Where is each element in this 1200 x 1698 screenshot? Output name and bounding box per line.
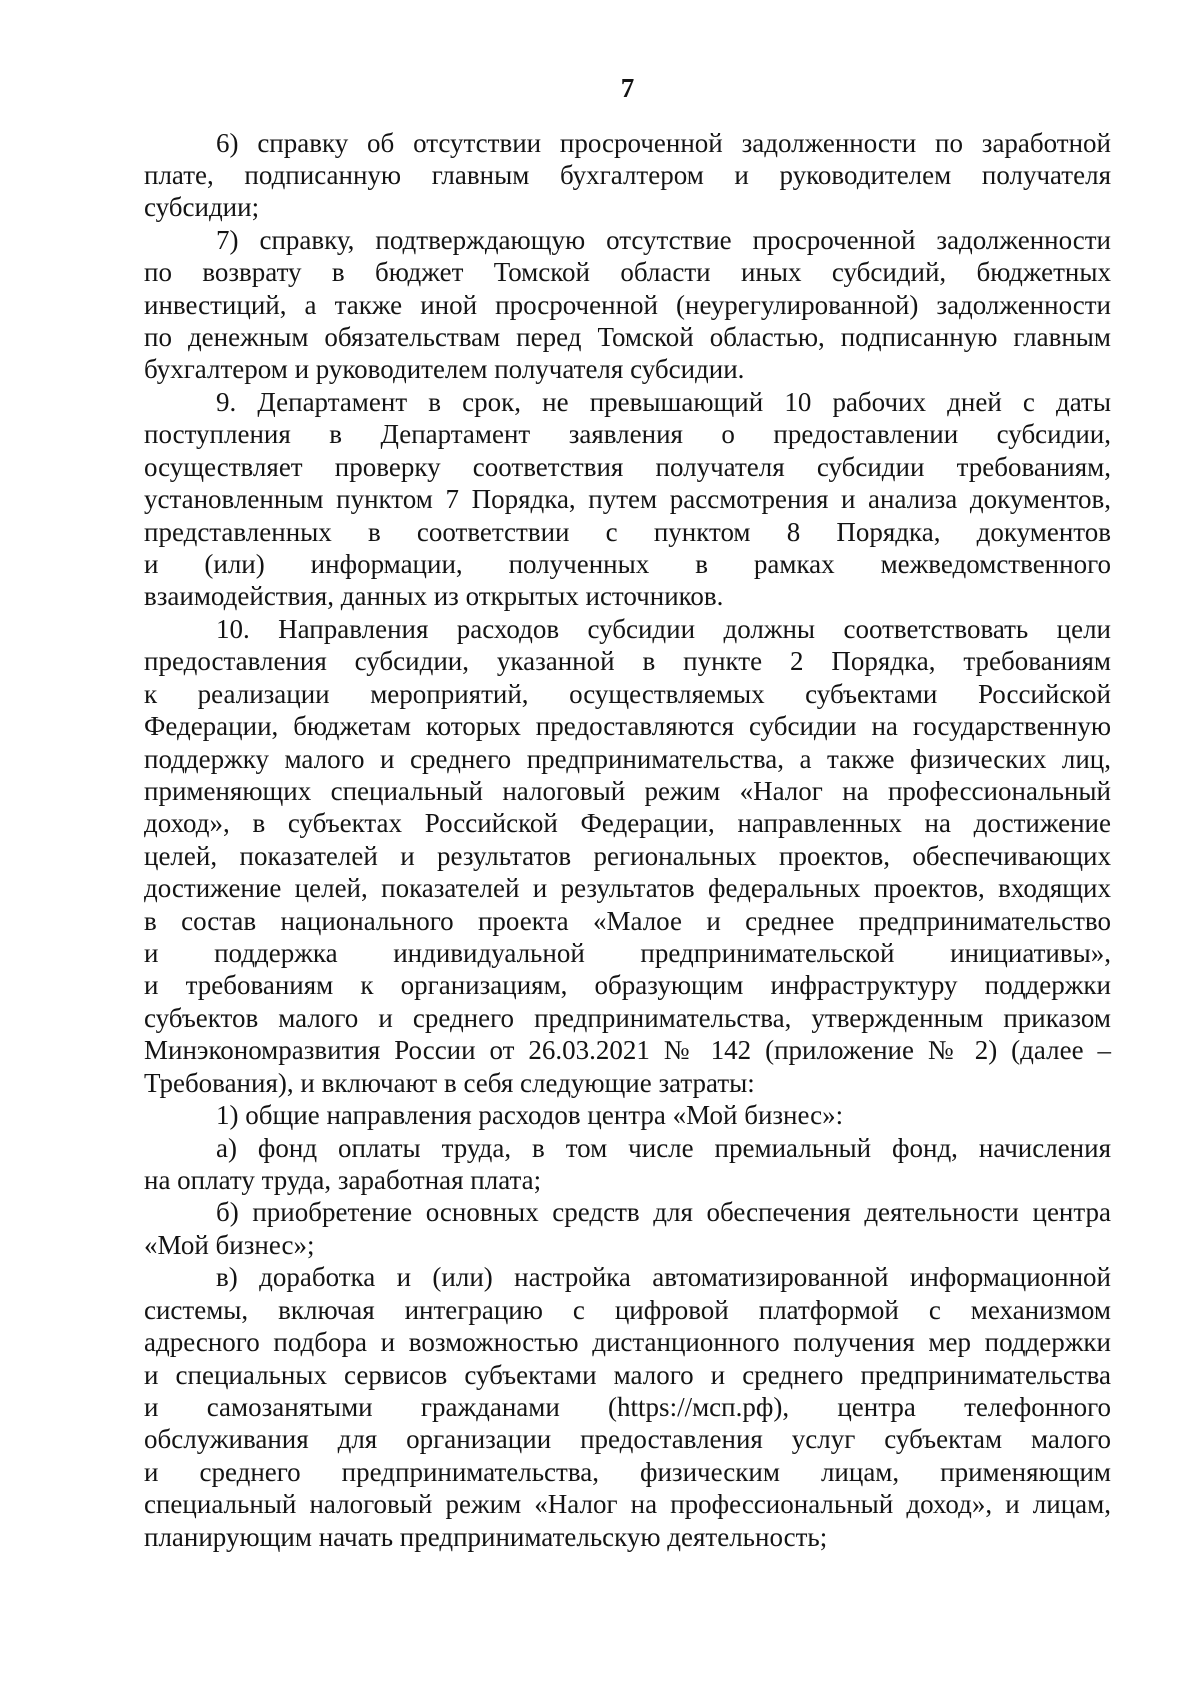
text-line: взаимодействия, данных из открытых источников.	[144, 581, 724, 612]
text-line: достижение целей, показателей и результатов федеральных проектов, входящих	[144, 873, 1111, 904]
text-line: 6) справку об отсутствии просроченной задолженности по заработной	[216, 127, 1111, 158]
page-number: 7	[620, 73, 635, 103]
text-line: и поддержка индивидуальной предпринимательской инициативы»,	[144, 938, 1111, 969]
paragraph-item-7	[144, 224, 1111, 386]
paragraph-section-10	[144, 613, 1111, 1099]
text-line: «Мой бизнес»;	[144, 1229, 315, 1260]
text-line: целей, показателей и результатов региональных проектов, обеспечивающих	[144, 840, 1111, 871]
paragraph-subitem-a	[144, 1132, 1111, 1197]
text-line: обслуживания для организации предоставления услуг субъектам малого	[144, 1424, 1111, 1455]
paragraph-subitem-1	[144, 1099, 1111, 1131]
text-line: поступления в Департамент заявления о предоставлении субсидии,	[144, 419, 1111, 450]
text-line: применяющих специальный налоговый режим «Налог на профессиональный	[144, 775, 1111, 806]
text-line: специальный налоговый режим «Налог на профессиональный доход», и лицам,	[144, 1489, 1111, 1520]
text-line: и требованиям к организациям, образующим инфраструктуру поддержки	[144, 970, 1111, 1001]
text-line: представленных в соответствии с пунктом 8 Порядка, документов	[144, 516, 1111, 547]
paragraph-subitem-v	[144, 1261, 1111, 1553]
text-line: и самозанятыми гражданами (https://мсп.рф), центра телефонного	[144, 1391, 1111, 1422]
text-line: к реализации мероприятий, осуществляемых субъектами Российской	[144, 678, 1111, 709]
text-line: 10. Направления расходов субсидии должны соответствовать цели	[216, 613, 1111, 644]
text-line: плате, подписанную главным бухгалтером и руководителем получателя	[144, 159, 1111, 190]
text-line: по возврату в бюджет Томской области иных субсидий, бюджетных	[144, 257, 1111, 288]
text-line: Федерации, бюджетам которых предоставляются субсидии на государственную	[144, 711, 1111, 742]
text-line: и (или) информации, полученных в рамках межведомственного	[144, 548, 1111, 579]
text-line: и специальных сервисов субъектами малого и среднего предпринимательства	[144, 1359, 1111, 1390]
text-line: предоставления субсидии, указанной в пункте 2 Порядка, требованиям	[144, 646, 1111, 677]
text-line: на оплату труда, заработная плата;	[144, 1165, 542, 1195]
text-line: и среднего предпринимательства, физическим лицам, применяющим	[144, 1456, 1111, 1487]
text-line: планирующим начать предпринимательскую деятельность;	[144, 1521, 828, 1552]
text-line: по денежным обязательствам перед Томской областью, подписанную главным	[144, 322, 1111, 353]
text-line: инвестиций, а также иной просроченной (неурегулированной) задолженности	[144, 289, 1111, 320]
text-line: 1) общие направления расходов центра «Мой бизнес»:	[216, 1100, 844, 1131]
text-line: в) доработка и (или) настройка автоматизированной информационной	[216, 1262, 1111, 1293]
text-line: системы, включая интеграцию с цифровой платформой с механизмом	[144, 1294, 1111, 1325]
text-line: доход», в субъектах Российской Федерации, направленных на достижение	[144, 808, 1111, 839]
text-line: 9. Департамент в срок, не превышающий 10 рабочих дней с даты	[216, 386, 1111, 417]
paragraph-item-6	[144, 127, 1111, 224]
text-line: в состав национального проекта «Малое и среднее предпринимательство	[144, 905, 1111, 936]
text-line: поддержку малого и среднего предпринимательства, а также физических лиц,	[144, 743, 1111, 774]
text-line: а) фонд оплаты труда, в том числе премиальный фонд, начисления	[216, 1132, 1111, 1163]
text-line: установленным пунктом 7 Порядка, путем рассмотрения и анализа документов,	[144, 484, 1111, 515]
text-line: 7) справку, подтверждающую отсутствие просроченной задолженности	[216, 224, 1111, 255]
text-line: Требования), и включают в себя следующие затраты:	[144, 1067, 755, 1098]
text-line: бухгалтером и руководителем получателя субсидии.	[144, 354, 745, 385]
text-line: субъектов малого и среднего предпринимательства, утвержденным приказом	[144, 1002, 1111, 1033]
document-body	[144, 127, 1111, 1554]
paragraph-section-9	[144, 386, 1111, 613]
text-line: адресного подбора и возможностью дистанционного получения мер поддержки	[144, 1327, 1111, 1358]
text-line: субсидии;	[144, 192, 260, 223]
paragraph-subitem-b	[144, 1196, 1111, 1261]
text-line: б) приобретение основных средств для обеспечения деятельности центра	[216, 1197, 1111, 1228]
text-line: осуществляет проверку соответствия получателя субсидии требованиям,	[144, 451, 1111, 482]
text-line: Минэкономразвития России от 26.03.2021 № 142 (приложение № 2) (далее –	[144, 1035, 1111, 1066]
